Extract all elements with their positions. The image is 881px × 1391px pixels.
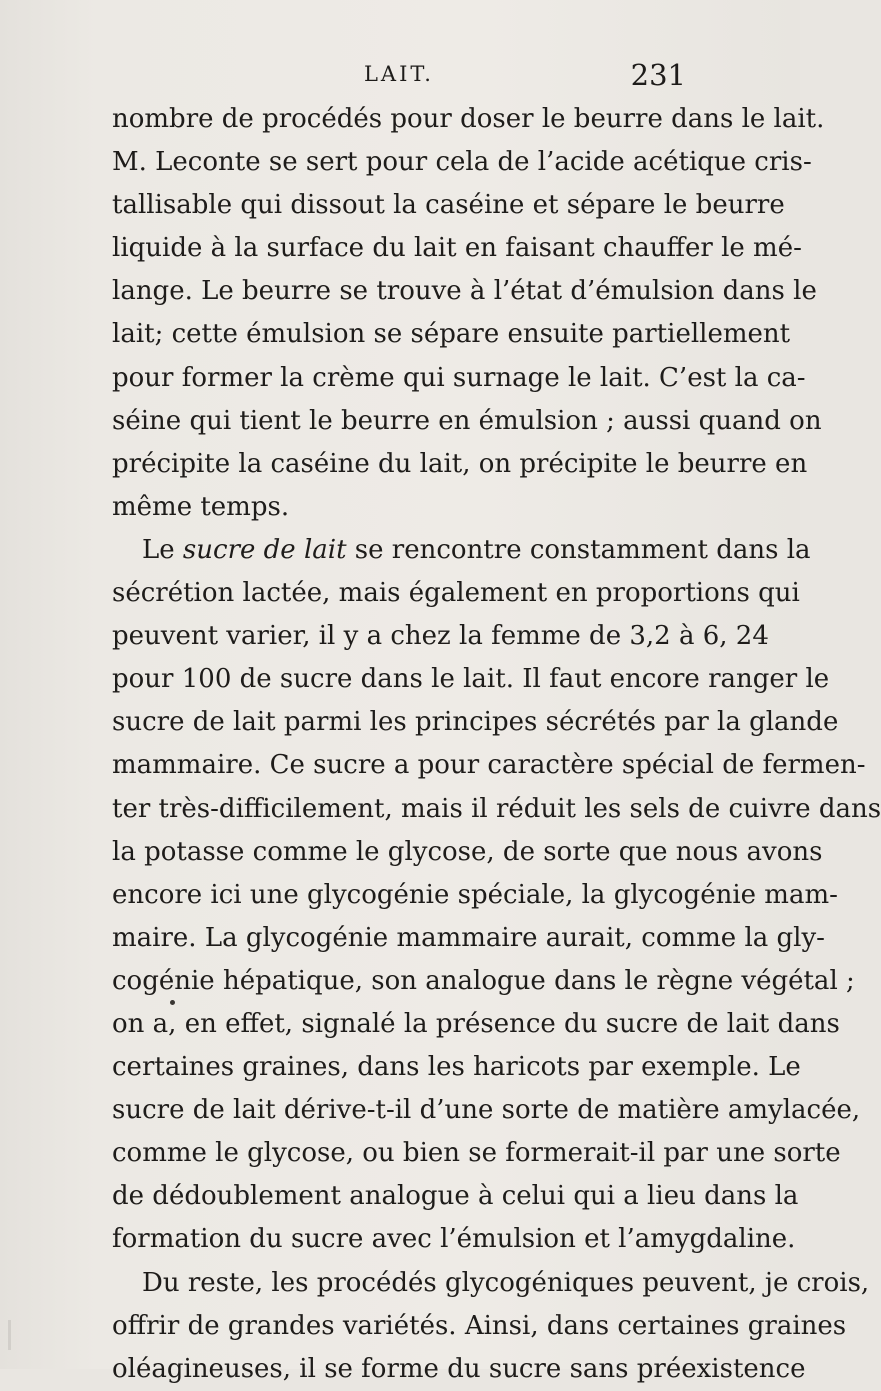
text-line bbox=[112, 529, 811, 572]
page-edge-mark bbox=[8, 1320, 11, 1350]
text-line: précipite la caséine du lait, on précipite le beurre en bbox=[112, 448, 808, 479]
text-line: Du reste, les procédés glycogéniques peuvent, je crois, bbox=[142, 1267, 870, 1298]
text-line: séine qui tient le beurre en émulsion ; aussi quand on bbox=[112, 405, 822, 436]
page-header bbox=[112, 60, 686, 100]
text-line: nombre de procédés pour doser le beurre dans le lait. bbox=[112, 104, 825, 134]
text-line: sucre de lait parmi les principes sécrétés par la glande bbox=[112, 707, 839, 738]
text-line: pour former la crème qui surnage le lait. C’est la ca- bbox=[112, 362, 806, 393]
paragraph-milk-sugar bbox=[112, 529, 881, 1262]
page-number: 231 bbox=[630, 58, 686, 92]
italic-term: sucre de lait bbox=[182, 534, 347, 565]
text-line: de dédoublement analogue à celui qui a lieu dans la bbox=[112, 1181, 799, 1212]
running-title: LAIT. bbox=[363, 62, 434, 86]
text-line: peuvent varier, il y a chez la femme de 3,2 à 6, 24 bbox=[112, 621, 769, 652]
text-line: sucre de lait dérive-t-il d’une sorte de matière amylacée, bbox=[112, 1095, 861, 1126]
body-text bbox=[112, 98, 881, 1391]
text-line: liquide à la surface du lait en faisant chauffer le mé- bbox=[112, 233, 802, 264]
text-line: lait; cette émulsion se sépare ensuite partiellement bbox=[112, 319, 791, 350]
text-line: pour 100 de sucre dans le lait. Il faut encore ranger le bbox=[112, 664, 830, 695]
text-line: comme le glycose, ou bien se formerait-il par une sorte bbox=[112, 1138, 841, 1169]
text-line: la potasse comme le glycose, de sorte que nous avons bbox=[112, 836, 823, 867]
text-line: cogénie hépatique, son analogue dans le règne végétal ; bbox=[112, 965, 855, 996]
text-line: oléagineuses, il se forme du sucre sans préexistence bbox=[112, 1353, 806, 1384]
paragraph-glycogenic-processes bbox=[112, 1262, 870, 1391]
text-line: on a, en effet, signalé la présence du sucre de lait dans bbox=[112, 1008, 840, 1039]
text-line: même temps. bbox=[112, 491, 290, 522]
paragraph-first-rest: se rencontre constamment dans la bbox=[346, 534, 811, 565]
text-line: certaines graines, dans les haricots par exemple. Le bbox=[112, 1052, 801, 1083]
text-line: mammaire. Ce sucre a pour caractère spécial de fermen- bbox=[112, 750, 866, 781]
text-line: tallisable qui dissout la caséine et sépare le beurre bbox=[112, 190, 785, 221]
text-line: encore ici une glycogénie spéciale, la glycogénie mam- bbox=[112, 879, 838, 910]
text-line: offrir de grandes variétés. Ainsi, dans certaines graines bbox=[112, 1310, 847, 1341]
text-line: ter très-difficilement, mais il réduit les sels de cuivre dans bbox=[112, 793, 881, 824]
text-line: lange. Le beurre se trouve à l’état d’émulsion dans le bbox=[112, 276, 817, 307]
text-line: M. Leconte se sert pour cela de l’acide acétique cris- bbox=[112, 147, 812, 178]
text-line: sécrétion lactée, mais également en proportions qui bbox=[112, 578, 800, 609]
text-line: maire. La glycogénie mammaire aurait, comme la gly- bbox=[112, 922, 825, 953]
paragraph-butter-dosing bbox=[112, 98, 825, 529]
paragraph-lead: Le bbox=[142, 534, 183, 565]
text-line: formation du sucre avec l’émulsion et l’amygdaline. bbox=[112, 1224, 796, 1255]
ink-speck bbox=[170, 1000, 175, 1005]
